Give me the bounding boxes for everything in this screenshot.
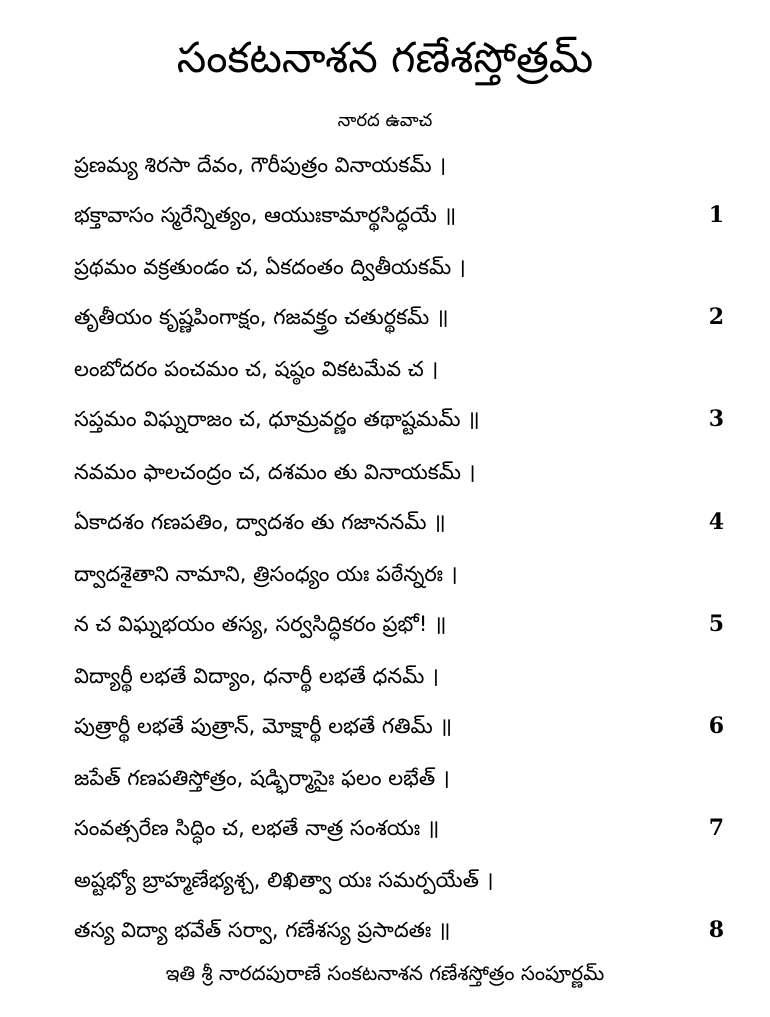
verse-6	[74, 661, 724, 767]
verse-line-1: లంబోదరం పంచమం చ, షష్ఠం వికటమేవ చ ।	[74, 357, 439, 381]
verse-line-2: పుత్రార్థీ లభతే పుత్రాన్, మోక్షార్థీ లభతే గతిమ్ ॥	[74, 714, 453, 738]
verse-3	[74, 354, 724, 460]
verse-number: 5	[708, 611, 724, 637]
verse-4	[74, 457, 724, 563]
verse-line-2: సప్తమం విఘ్నరాజం చ, ధూమ్రవర్ణం తథాష్టమమ్ ॥	[74, 407, 480, 431]
verse-number: 1	[708, 202, 724, 228]
verse-7	[74, 763, 724, 869]
verse-number: 4	[708, 509, 724, 535]
verse-5	[74, 559, 724, 665]
verse-line-2: ఏకాదశం గణపతిం, ద్వాదశం తు గజాననమ్ ॥	[74, 510, 446, 534]
verse-line-2: న చ విఘ్నభయం తస్య, సర్వసిద్ధికరం ప్రభో! ॥	[74, 612, 447, 636]
verse-line-1: నవమం ఫాలచంద్రం చ, దశమం తు వినాయకమ్ ।	[74, 460, 476, 484]
verse-1	[74, 150, 724, 256]
speaker-heading: నారద ఉవాచ	[337, 110, 433, 131]
verse-number: 3	[708, 406, 724, 432]
verse-line-1: ప్రథమం వక్రతుండం చ, ఏకదంతం ద్వితీయకమ్ ।	[74, 255, 466, 279]
verse-line-1: అష్టభ్యో బ్రాహ్మణేభ్యశ్చ, లిఖిత్వా యః సమర్పయేత్ ।	[74, 868, 494, 892]
verse-8	[74, 865, 724, 971]
verse-number: 6	[708, 713, 724, 739]
verse-line-1: జపేత్ గణపతిస్తోత్రం, షడ్భిర్మాసైః ఫలం లభేత్ ।	[74, 766, 450, 790]
verse-number: 8	[708, 917, 724, 943]
verse-line-2: సంవత్సరేణ సిద్ధిం చ, లభతే నాత్ర సంశయః ॥	[74, 816, 440, 840]
page-title: సంకటనాశన గణేశస్తోత్రమ్	[176, 33, 594, 82]
verse-line-1: ప్రణమ్య శిరసా దేవం, గౌరీపుత్రం వినాయకమ్ ।	[74, 153, 447, 177]
colophon: ఇతి శ్రీ నారదపురాణే సంకటనాశన గణేశస్తోత్రం సంపూర్ణమ్	[165, 961, 605, 985]
verse-line-2: భక్తావాసం స్మరేన్నిత్యం, ఆయుఃకామార్థసిద్ధయే ॥	[74, 203, 457, 227]
verse-line-2: తృతీయం కృష్ణపింగాక్షం, గజవక్త్రం చతుర్థకమ్ ॥	[74, 305, 449, 329]
verse-number: 7	[708, 815, 724, 841]
verse-line-2: తస్య విద్యా భవేత్ సర్వా, గణేశస్య ప్రసాదతః ॥	[74, 918, 451, 942]
verse-line-1: ద్వాదశైతాని నామాని, త్రిసంధ్యం యః పఠేన్నరః ।	[74, 562, 458, 586]
verse-line-1: విద్యార్థీ లభతే విద్యాం, ధనార్థీ లభతే ధనమ్ ।	[74, 664, 439, 688]
verse-2	[74, 252, 724, 358]
verse-number: 2	[708, 304, 724, 330]
